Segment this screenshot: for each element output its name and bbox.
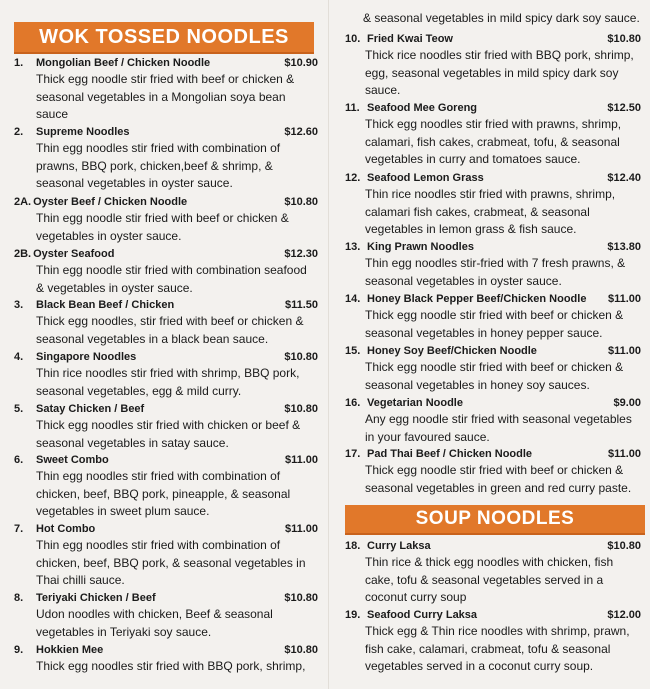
item-number: 14. bbox=[345, 293, 361, 305]
item-description: Thick egg & Thin rice noodles with shrimp, prawn, fish cake, calamari, crabmeat, tofu & seasonal vegetables served in a coconut curry soup. bbox=[365, 624, 630, 673]
menu-item bbox=[345, 447, 641, 497]
item-name: Mongolian Beef / Chicken Noodle bbox=[36, 57, 211, 69]
item-number: 13. bbox=[345, 241, 361, 253]
item-number: 7. bbox=[14, 523, 24, 535]
item-price: $11.00 bbox=[284, 454, 318, 466]
item-price: $10.80 bbox=[284, 592, 318, 604]
item-price: $13.80 bbox=[607, 241, 641, 253]
item-price: $11.50 bbox=[284, 299, 318, 311]
item-number: 16. bbox=[345, 397, 361, 409]
item-price: $9.00 bbox=[613, 397, 641, 409]
menu-item bbox=[14, 522, 318, 590]
menu-item bbox=[14, 591, 318, 641]
item-number: 15. bbox=[345, 345, 361, 357]
menu-item bbox=[345, 396, 641, 446]
menu-item bbox=[345, 171, 641, 239]
item-price: $11.00 bbox=[607, 293, 641, 305]
item-name: Sweet Combo bbox=[36, 454, 109, 466]
item-description: Udon noodles with chicken, Beef & seasonal vegetables in Teriyaki soy sauce. bbox=[36, 607, 273, 639]
item-name: Satay Chicken / Beef bbox=[36, 403, 145, 415]
item-name: Seafood Mee Goreng bbox=[367, 102, 478, 114]
item-description: Any egg noodle stir fried with seasonal vegetables in your favoured sauce. bbox=[365, 412, 632, 444]
menu-item bbox=[14, 298, 318, 348]
item-description: Thin rice noodles stir fried with shrimp, BBQ pork, seasonal vegetables, egg & mild curry. bbox=[36, 366, 300, 398]
item-description: Thick egg noodles stir fried with chicken or beef & seasonal vegetables in satay sauce. bbox=[36, 418, 301, 450]
item-number: 11. bbox=[345, 102, 360, 114]
item-name: King Prawn Noodles bbox=[367, 241, 474, 253]
item-description: Thin egg noodles stir fried with combination of chicken, beef, BBQ pork, pineapple, & seasonal vegetables in sweet plum sauce. bbox=[36, 469, 291, 518]
menu-item bbox=[14, 402, 318, 452]
item-name: Oyster Beef / Chicken Noodle bbox=[33, 196, 188, 208]
item-number: 10. bbox=[345, 33, 361, 45]
column-divider bbox=[328, 0, 329, 689]
item-price: $12.40 bbox=[607, 172, 641, 184]
item-price: $12.60 bbox=[284, 126, 318, 138]
item-description: Thin egg noodles stir fried with combination of chicken, beef, BBQ pork, & seasonal vegetables in Thai chilli sauce. bbox=[36, 538, 306, 587]
item-description: Thick egg noodle stir fried with beef or chicken & seasonal vegetables in a Mongolian soya bean sauce bbox=[36, 72, 295, 121]
item-price: $10.90 bbox=[284, 57, 318, 69]
item-price: $10.80 bbox=[284, 351, 318, 363]
menu-item bbox=[14, 195, 318, 245]
menu-item bbox=[345, 539, 641, 607]
item-name: Teriyaki Chicken / Beef bbox=[36, 592, 156, 604]
item-number: 8. bbox=[14, 592, 24, 604]
item-description: Thick egg noodle stir fried with beef or chicken & seasonal vegetables in honey soy sauces. bbox=[365, 360, 624, 392]
menu-item bbox=[345, 32, 641, 100]
item-name: Singapore Noodles bbox=[36, 351, 137, 363]
item-price: $10.80 bbox=[284, 403, 318, 415]
item-name: Curry Laksa bbox=[367, 540, 431, 552]
item-name: Black Bean Beef / Chicken bbox=[36, 299, 175, 311]
item-description: Thick egg noodles stir fried with prawns, shrimp, calamari, fish cakes, crabmeat, tofu, & seasonal vegetables in curry and tomatoes sauce. bbox=[365, 117, 622, 166]
item-number: 4. bbox=[14, 351, 24, 363]
item-price: $12.00 bbox=[607, 609, 641, 621]
item-description: Thick egg noodle stir fried with beef or chicken & seasonal vegetables in green and red curry paste. bbox=[365, 463, 632, 495]
item-description: Thick egg noodle stir fried with beef or chicken & seasonal vegetables in honey pepper sauce. bbox=[365, 308, 624, 340]
item-description: Thin egg noodle stir fried with combination seafood & vegetables in oyster sauce. bbox=[36, 263, 307, 295]
item-description: Thick egg noodles stir fried with BBQ pork, shrimp, bbox=[36, 659, 306, 673]
item-name: Hokkien Mee bbox=[36, 644, 104, 656]
item-price: $10.80 bbox=[607, 33, 641, 45]
item-name: Honey Black Pepper Beef/Chicken Noodle bbox=[367, 293, 587, 305]
item-price: $10.80 bbox=[284, 644, 318, 656]
item-name: Hot Combo bbox=[36, 523, 96, 535]
menu-item bbox=[345, 101, 641, 169]
item-description: Thick egg noodles, stir fried with beef or chicken & seasonal vegetables in a black bean sauce. bbox=[36, 314, 304, 346]
item-name: Vegetarian Noodle bbox=[367, 397, 463, 409]
item-price: $12.50 bbox=[607, 102, 641, 114]
item-description: Thin egg noodles stir-fried with 7 fresh prawns, & seasonal vegetables in oyster sauce. bbox=[365, 256, 626, 288]
item-price: $11.00 bbox=[607, 345, 641, 357]
item-number: 2. bbox=[14, 126, 24, 138]
item-name: Pad Thai Beef / Chicken Noodle bbox=[367, 448, 533, 460]
item-number: 2B. bbox=[14, 248, 32, 260]
menu-item bbox=[14, 56, 318, 124]
menu-item bbox=[14, 125, 318, 193]
item-number: 19. bbox=[345, 609, 361, 621]
menu-item bbox=[345, 344, 641, 394]
section-title-wok-tossed-noodles: WOK TOSSED NOODLES bbox=[14, 22, 314, 54]
menu-item bbox=[14, 453, 318, 521]
item-description: Thin rice noodles stir fried with prawns, shrimp, calamari fish cakes, crabmeat, & seasonal vegetables in lemon grass & fish sauce. bbox=[365, 187, 616, 236]
item-price: $10.80 bbox=[284, 196, 318, 208]
item-number: 5. bbox=[14, 403, 24, 415]
item-description: Thin egg noodle stir fried with beef or chicken & vegetables in oyster sauce. bbox=[36, 211, 289, 243]
menu-item bbox=[345, 292, 641, 342]
item-number: 3. bbox=[14, 299, 24, 311]
item-name: Seafood Curry Laksa bbox=[367, 609, 478, 621]
item-price: $10.80 bbox=[607, 540, 641, 552]
item-description: Thick rice noodles stir fried with BBQ pork, shrimp, egg, seasonal vegetables in mild spicy dark soy sauce. bbox=[365, 48, 634, 97]
item-price: $11.00 bbox=[607, 448, 641, 460]
item-name: Honey Soy Beef/Chicken Noodle bbox=[367, 345, 537, 357]
item-number: 18. bbox=[345, 540, 361, 552]
item-number: 1. bbox=[14, 57, 24, 69]
item-number: 17. bbox=[345, 448, 361, 460]
section-title-soup-noodles: SOUP NOODLES bbox=[345, 505, 645, 535]
item-name: Supreme Noodles bbox=[36, 126, 130, 138]
menu-item bbox=[345, 240, 641, 290]
item-name: Seafood Lemon Grass bbox=[367, 172, 484, 184]
item-name: Fried Kwai Teow bbox=[367, 33, 453, 45]
continued-description: & seasonal vegetables in mild spicy dark soy sauce. bbox=[363, 11, 640, 25]
item-description: Thin rice & thick egg noodles with chicken, fish cake, tofu & seasonal vegetables served in a coconut curry soup bbox=[365, 555, 614, 604]
menu-item bbox=[14, 350, 318, 400]
item-number: 9. bbox=[14, 644, 24, 656]
item-number: 2A. bbox=[14, 196, 32, 208]
item-price: $12.30 bbox=[284, 248, 318, 260]
item-number: 12. bbox=[345, 172, 361, 184]
item-number: 6. bbox=[14, 454, 24, 466]
item-price: $11.00 bbox=[284, 523, 318, 535]
menu-item bbox=[14, 643, 318, 676]
menu-item bbox=[14, 247, 318, 297]
item-description: Thin egg noodles stir fried with combination of prawns, BBQ pork, chicken,beef & shrimp, & seasonal vegetables in oyster sauce. bbox=[36, 141, 281, 190]
item-name: Oyster Seafood bbox=[33, 248, 115, 260]
menu-item bbox=[345, 608, 641, 676]
